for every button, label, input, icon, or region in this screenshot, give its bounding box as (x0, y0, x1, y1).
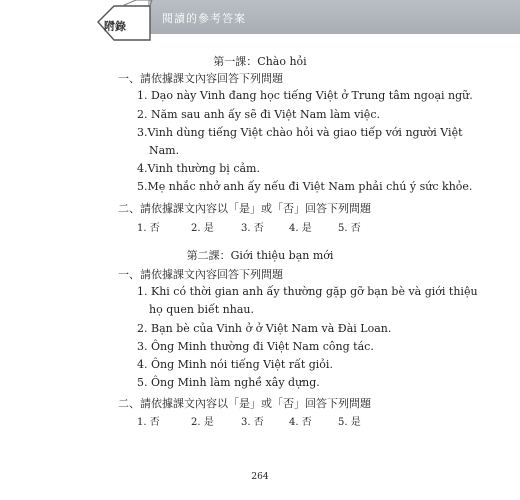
header-title: 閱讀的參考答案 (162, 12, 246, 25)
lesson1-q1-item: 3.Vinh dùng tiếng Việt chào hỏi và giao tiếp với người Việt (137, 126, 463, 139)
answer-item: 1. 否 (137, 223, 160, 234)
answer-item: 1. 否 (137, 417, 160, 428)
lesson2-q1-item-cont: họ quen biết nhau. (149, 303, 254, 316)
appendix-tag-label: 附錄 (104, 20, 126, 33)
lesson2-q1-item: 4. Ông Minh nói tiếng Việt rất giỏi. (137, 358, 333, 371)
lesson2-q1-item: 3. Ông Minh thường đi Việt Nam công tác. (137, 340, 374, 353)
answer-item: 4. 是 (289, 223, 312, 234)
lesson1-q1-heading: 一、請依據課文內容回答下列問題 (118, 72, 283, 85)
answer-item: 3. 否 (241, 417, 264, 428)
page-header (0, 0, 520, 46)
lesson1-q1-item: 1. Dạo này Vinh đang học tiếng Việt ở Trung tâm ngoại ngữ. (137, 89, 473, 102)
page-number: 264 (251, 472, 269, 482)
lesson1-q1-item: 2. Năm sau anh ấy sẽ đi Việt Nam làm việc. (137, 108, 380, 121)
lesson2-title: 第二課：Giới thiệu bạn mới (186, 249, 334, 262)
lesson2-q1-item: 2. Bạn bè của Vinh ở ở Việt Nam và Đài Loan. (137, 322, 392, 335)
lesson1-q1-item-cont: Nam. (149, 144, 180, 157)
lesson2-q1-item: 1. Khi có thời gian anh ấy thường gặp gỡ bạn bè và giới thiệu (137, 285, 478, 298)
lesson1-q1-item: 5.Mẹ nhắc nhở anh ấy nếu đi Việt Nam phải chú ý sức khỏe. (137, 180, 473, 193)
lesson1-q2-heading: 二、請依據課文內容以「是」或「否」回答下列問題 (118, 202, 371, 215)
lesson2-q1-heading: 一、請依據課文內容回答下列問題 (118, 268, 283, 281)
lesson2-q2-heading: 二、請依據課文內容以「是」或「否」回答下列問題 (118, 397, 371, 410)
answer-item: 5. 否 (338, 223, 361, 234)
answer-item: 4. 否 (289, 417, 312, 428)
answer-item: 2. 是 (191, 223, 214, 234)
answer-item: 5. 是 (338, 417, 361, 428)
lesson1-title: 第一課：Chào hỏi (213, 55, 307, 68)
lesson2-q1-item: 5. Ông Minh làm nghề xây dựng. (137, 376, 320, 389)
lesson1-q1-item: 4.Vinh thường bị cảm. (137, 162, 260, 175)
answer-item: 3. 否 (241, 223, 264, 234)
answer-item: 2. 是 (191, 417, 214, 428)
